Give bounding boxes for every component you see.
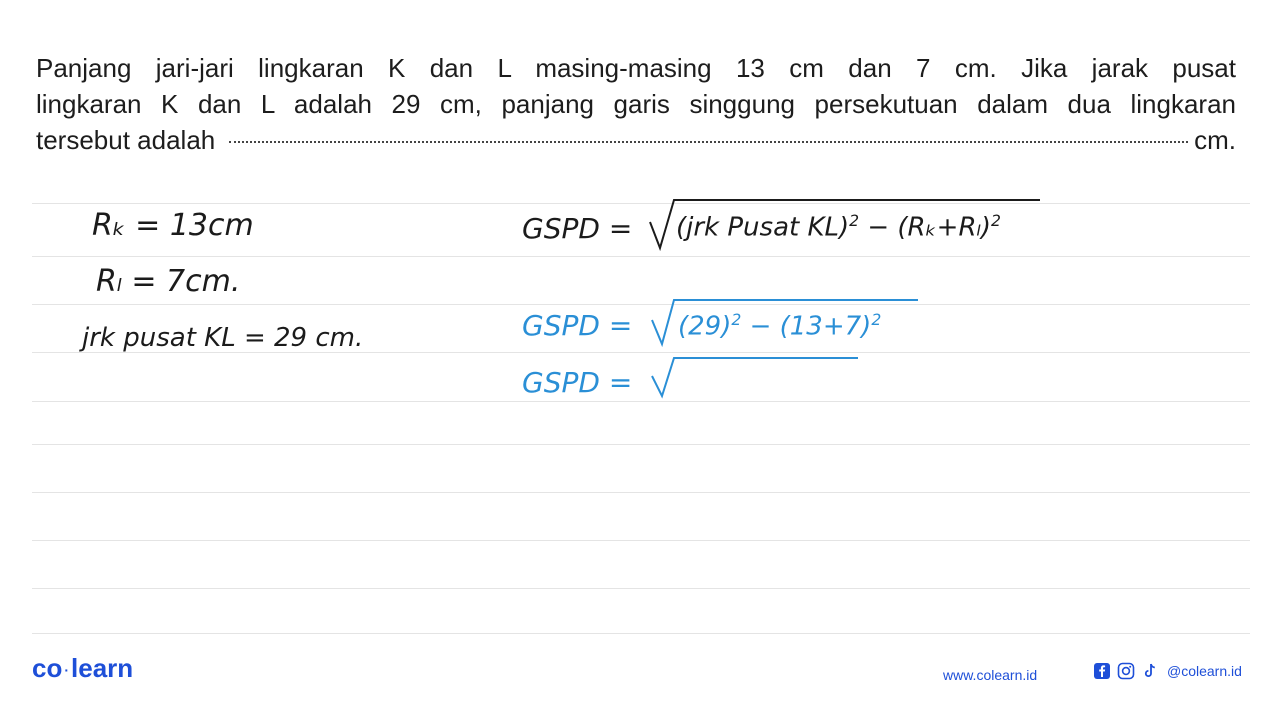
logo-dot: · <box>64 662 70 679</box>
question-text <box>36 50 1236 158</box>
question-line-1: Panjang jari-jari lingkaran K dan L masing-masing 13 cm dan 7 cm. Jika jarak pusat <box>36 53 1236 83</box>
ruled-line <box>32 588 1250 589</box>
ruled-line <box>32 304 1250 305</box>
step1-exponent: 2 <box>731 311 742 329</box>
ruled-line <box>32 401 1250 402</box>
social-links <box>1093 662 1242 680</box>
step1-body <box>678 311 881 342</box>
facebook-icon[interactable] <box>1093 662 1111 680</box>
step1-term-distance: (29) <box>678 311 732 342</box>
formula-body <box>676 212 1001 243</box>
handwritten-rl: Rₗ = 7cm. <box>96 264 241 299</box>
question-line-3-end: cm. <box>1194 125 1236 155</box>
formula-term-distance: (jrk Pusat KL) <box>676 212 850 243</box>
step2-label: GSPD = <box>522 366 633 399</box>
ruled-line <box>32 540 1250 541</box>
question-line-3-start: tersebut adalah <box>36 125 216 155</box>
step1-term-radii: − (13+7) <box>749 311 872 342</box>
ruled-line <box>32 203 1250 204</box>
answer-blank <box>229 141 1188 143</box>
question-line-3 <box>36 122 1236 158</box>
step1-exponent-2: 2 <box>871 311 882 329</box>
instagram-icon[interactable] <box>1117 662 1135 680</box>
social-handle[interactable]: @colearn.id <box>1167 663 1242 679</box>
tiktok-icon[interactable] <box>1141 662 1159 680</box>
logo-part-co: co <box>32 653 63 683</box>
step2-sqrt-icon <box>650 354 860 400</box>
handwritten-center-distance: jrk pusat KL = 29 cm. <box>82 323 364 353</box>
ruled-line <box>32 633 1250 634</box>
question-line-2: lingkaran K dan L adalah 29 cm, panjang garis singgung persekutuan dalam dua lingkaran <box>36 89 1236 119</box>
formula-term-radii: − (Rₖ+Rₗ) <box>867 212 991 243</box>
ruled-line <box>32 444 1250 445</box>
formula-exponent-2: 2 <box>990 212 1001 230</box>
formula-label: GSPD = <box>522 212 633 245</box>
website-link[interactable]: www.colearn.id <box>943 667 1038 683</box>
ruled-line <box>32 492 1250 493</box>
step1-label: GSPD = <box>522 309 633 342</box>
colearn-logo <box>32 653 133 684</box>
ruled-line <box>32 256 1250 257</box>
handwritten-rk: Rₖ = 13cm <box>92 208 254 243</box>
formula-exponent: 2 <box>849 212 860 230</box>
logo-part-learn: learn <box>71 653 134 683</box>
